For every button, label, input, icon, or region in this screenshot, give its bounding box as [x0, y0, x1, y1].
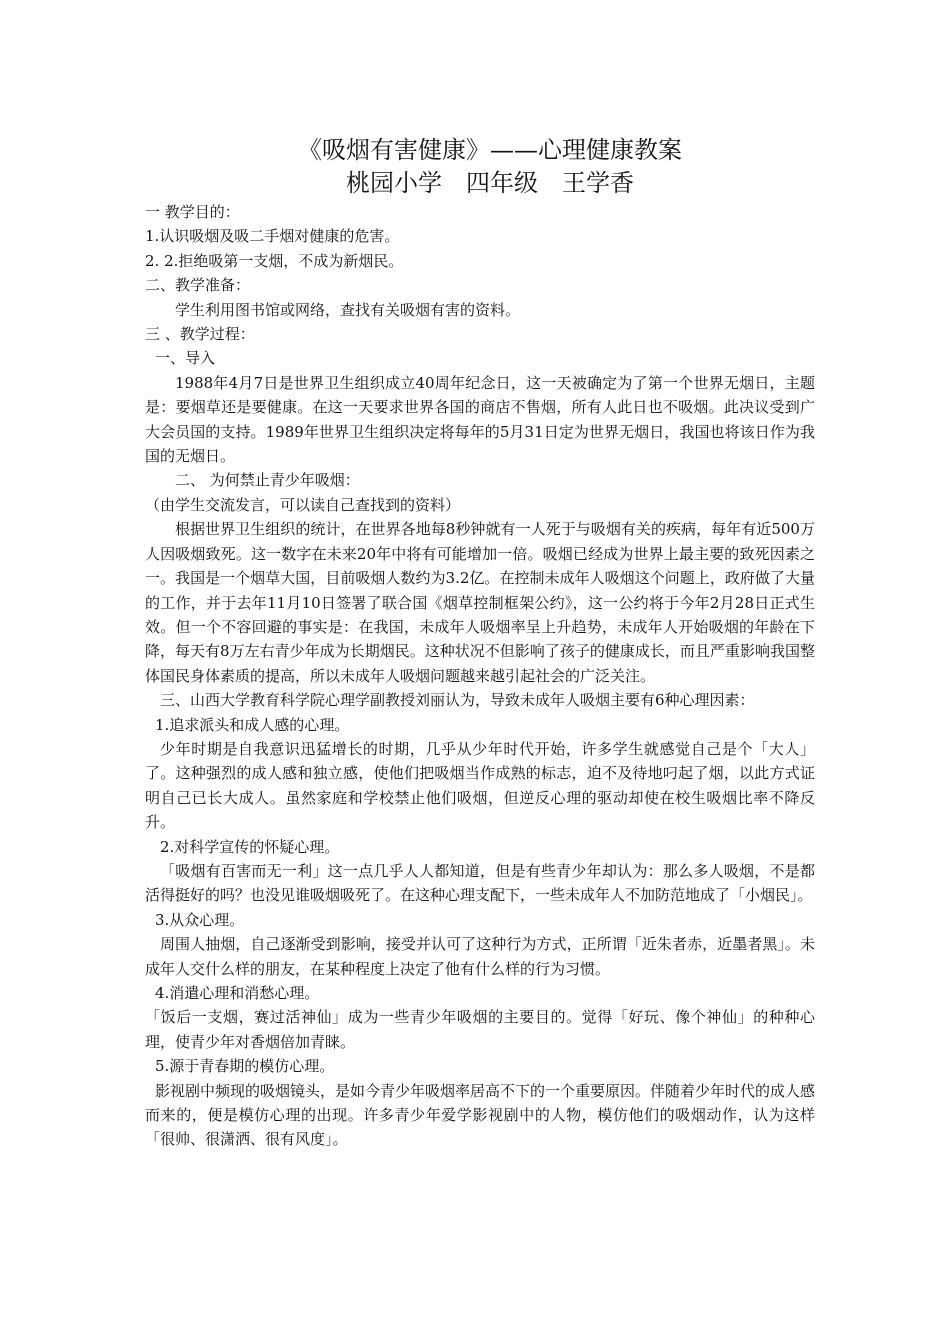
paragraph: 一、导入 — [155, 349, 216, 368]
paragraph: 1.追求派头和成人感的心理。 — [155, 715, 350, 734]
document-title: 《吸烟有害健康》——心理健康教案 — [298, 136, 682, 164]
document-body — [145, 200, 815, 1152]
document-subtitle: 桃园小学 四年级 王学香 — [346, 169, 634, 197]
paragraph: 2.对科学宣传的怀疑心理。 — [160, 837, 340, 856]
paragraph: （由学生交流发言，可以读自己查找到的资料） — [145, 495, 461, 514]
paragraph: 3.从众心理。 — [155, 910, 245, 929]
paragraph: 5.源于青春期的模仿心理。 — [155, 1057, 335, 1076]
paragraph: 三、山西大学教育科学院心理学副教授刘丽认为，导致未成年人吸烟主要有6种心理因素： — [160, 691, 755, 710]
paragraph: 影视剧中频现的吸烟镜头，是如今青少年吸烟率居高不下的一个重要原因。伴随着少年时代的成人感而来的，便是模仿心理的出现。许多青少年爱学影视剧中的人物，模仿他们的吸烟动作，认为这样「很帅、很潇洒、很有风度」。 — [145, 1081, 816, 1149]
paragraph: 「吸烟有百害而无一利」这一点几乎人人都知道，但是有些青少年却认为：那么多人吸烟，不是都活得挺好的吗？也没见谁吸烟吸死了。在这种心理支配下，一些未成年人不加防范地成了「小烟民」。 — [145, 861, 815, 905]
paragraph: 三 、教学过程： — [145, 325, 255, 344]
paragraph: 二、教学准备： — [145, 276, 251, 295]
paragraph: 一 教学目的： — [145, 203, 240, 221]
paragraph: 1.认识吸烟及吸二手烟对健康的危害。 — [145, 227, 400, 246]
paragraph: 根据世界卫生组织的统计，在世界各地每8秒钟就有一人死于与吸烟有关的疾病，每年有近500万人因吸烟致死。这一数字在未来20年中将有可能增加一倍。吸烟已经成为世界上最主要的致死因素之一。我国是一个烟草大国，目前吸烟人数约为3.2亿。在控制未成年人吸烟这个问题上，政府做了大量的工作，并于去年11月10日签署了联合国《烟草控制框架公约》，这一公约将于今年2月28日正式生效。但一个不容回避的事实是：在我国，未成年人吸烟率呈上升趋势，未成年人开始吸烟的年龄在下降，每天有8万左右青少年成为长期烟民。这种状况不但影响了孩子的健康成长，而且严重影响我国整体国民身体素质的提高，所以未成年人吸烟问题越来越引起社会的广泛关注。 — [145, 520, 815, 685]
paragraph: 2. 2.拒绝吸第一支烟，不成为新烟民。 — [145, 251, 404, 270]
paragraph: 「饭后一支烟，赛过活神仙」成为一些青少年吸烟的主要目的。觉得「好玩、像个神仙」的种种心理，使青少年对香烟倍加青睐。 — [145, 1008, 815, 1051]
paragraph: 二、 为何禁止青少年吸烟： — [175, 471, 360, 490]
paragraph: 少年时期是自我意识迅猛增长的时期，几乎从少年时代开始，许多学生就感觉自己是个「大人」了。这种强烈的成人感和独立感，使他们把吸烟当作成熟的标志，迫不及待地叼起了烟，以此方式证明自己已长大成人。虽然家庭和学校禁止他们吸烟，但逆反心理的驱动却使在校生吸烟比率不降反升。 — [145, 739, 815, 832]
document-page — [145, 130, 815, 1152]
paragraph: 周围人抽烟，自己逐渐受到影响，接受并认可了这种行为方式，正所谓「近朱者赤，近墨者黑」。未成年人交什么样的朋友，在某种程度上决定了他有什么样的行为习惯。 — [145, 935, 815, 978]
paragraph: 学生利用图书馆或网络，查找有关吸烟有害的资料。 — [175, 300, 521, 319]
paragraph: 1988年4月7日是世界卫生组织成立40周年纪念日，这一天被确定为了第一个世界无烟日，主题是：要烟草还是要健康。在这一天要求世界各国的商店不售烟，所有人此日也不吸烟。此决议受到广大会员国的支持。1989年世界卫生组织决定将每年的5月31日定为世界无烟日，我国也将该日作为我国的无烟日。 — [145, 373, 815, 466]
paragraph: 4.消遣心理和消愁心理。 — [155, 984, 320, 1002]
